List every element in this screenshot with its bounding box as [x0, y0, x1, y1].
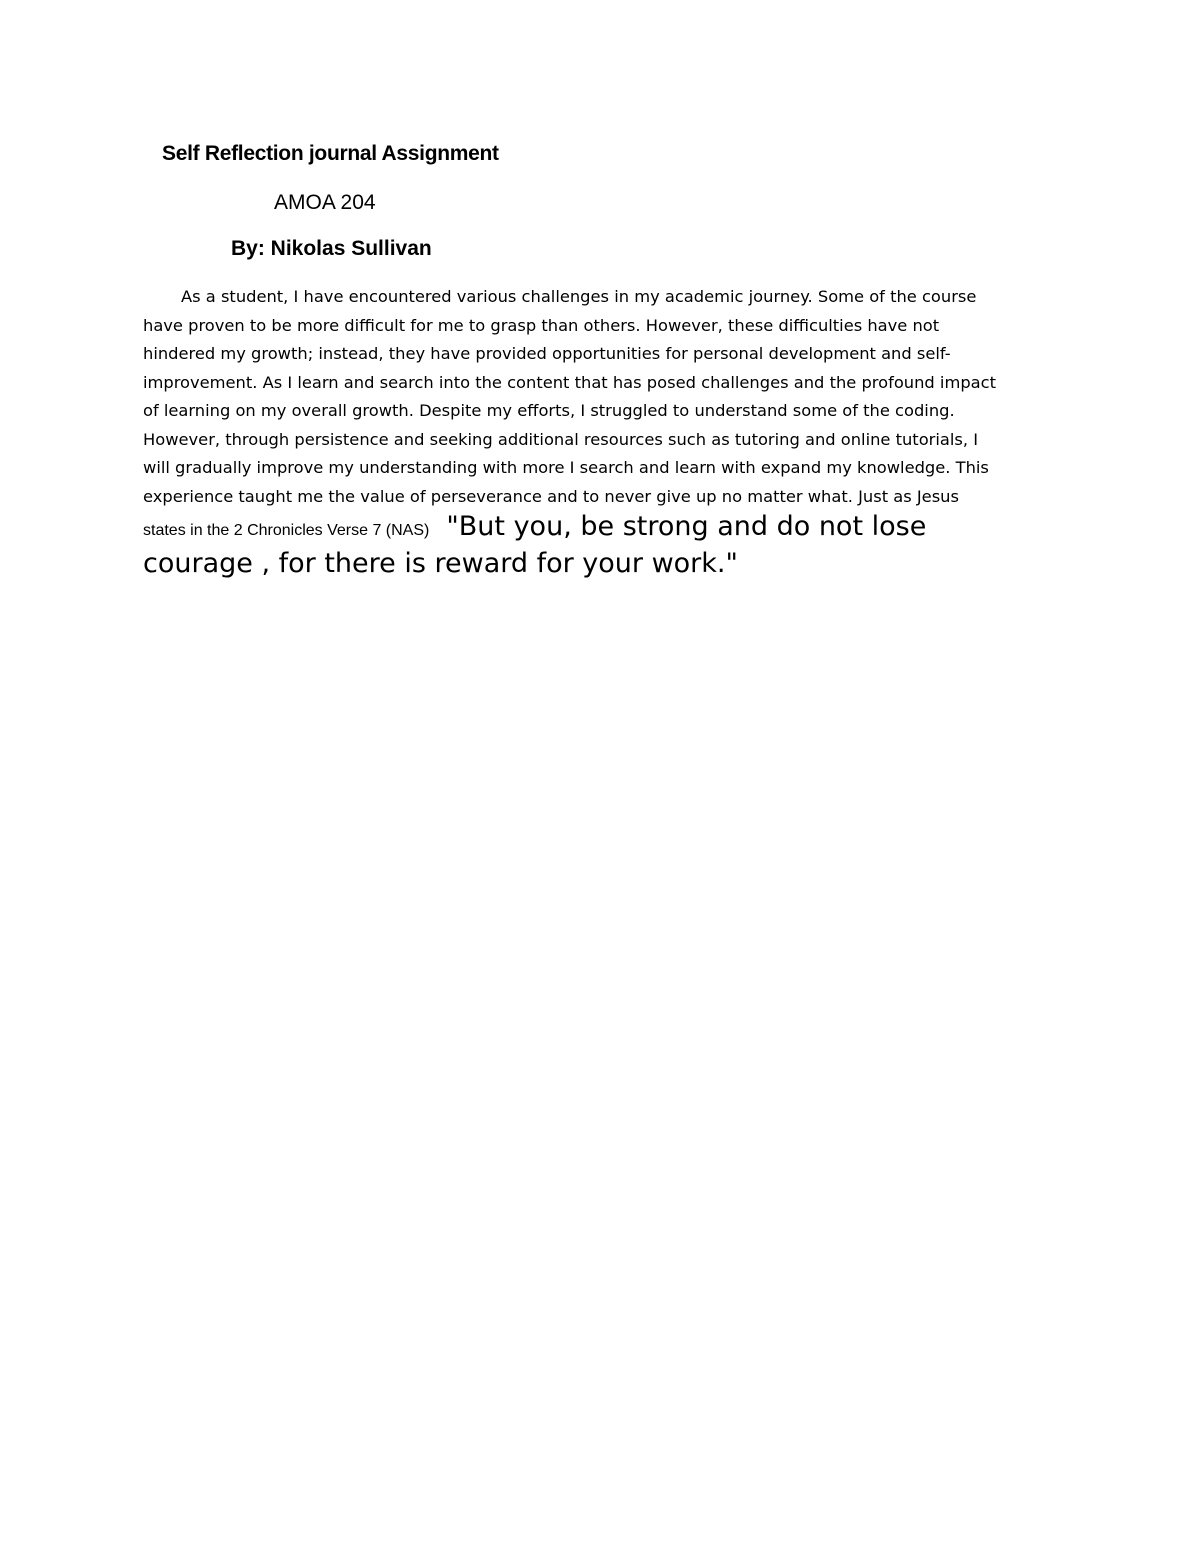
body-paragraph [143, 283, 1063, 511]
author-line: By: Nikolas Sullivan [231, 237, 432, 260]
body-line: experience taught me the value of perseverance and to never give up no matter what. Just as Jesus [143, 486, 959, 506]
quote-first-line [143, 508, 1063, 545]
document-title: Self Reflection journal Assignment [162, 142, 499, 165]
scripture-reference: states in the 2 Chronicles Verse 7 (NAS) [143, 522, 430, 539]
body-line: As a student, I have encountered various challenges in my academic journey. Some of the course [181, 287, 977, 306]
scripture-quote-part2: courage , for there is reward for your work." [143, 548, 738, 579]
body-line: hindered my growth; instead, they have provided opportunities for personal development and self- [143, 344, 951, 363]
scripture-quote-part1: "But you, be strong and do not lose [446, 511, 927, 542]
body-line: However, through persistence and seeking additional resources such as tutoring and online tutorials, I [143, 429, 979, 449]
body-line: of learning on my overall growth. Despite my efforts, I struggled to understand some of the coding. [143, 401, 955, 420]
quote-block [143, 508, 1063, 582]
body-line: will gradually improve my understanding with more I search and learn with expand my knowledge. This [143, 458, 989, 477]
body-line: improvement. As I learn and search into the content that has posed challenges and the profound impact [143, 372, 996, 392]
body-line: have proven to be more difficult for me to grasp than others. However, these difficulties have not [143, 315, 940, 335]
course-code: AMOA 204 [274, 191, 376, 214]
